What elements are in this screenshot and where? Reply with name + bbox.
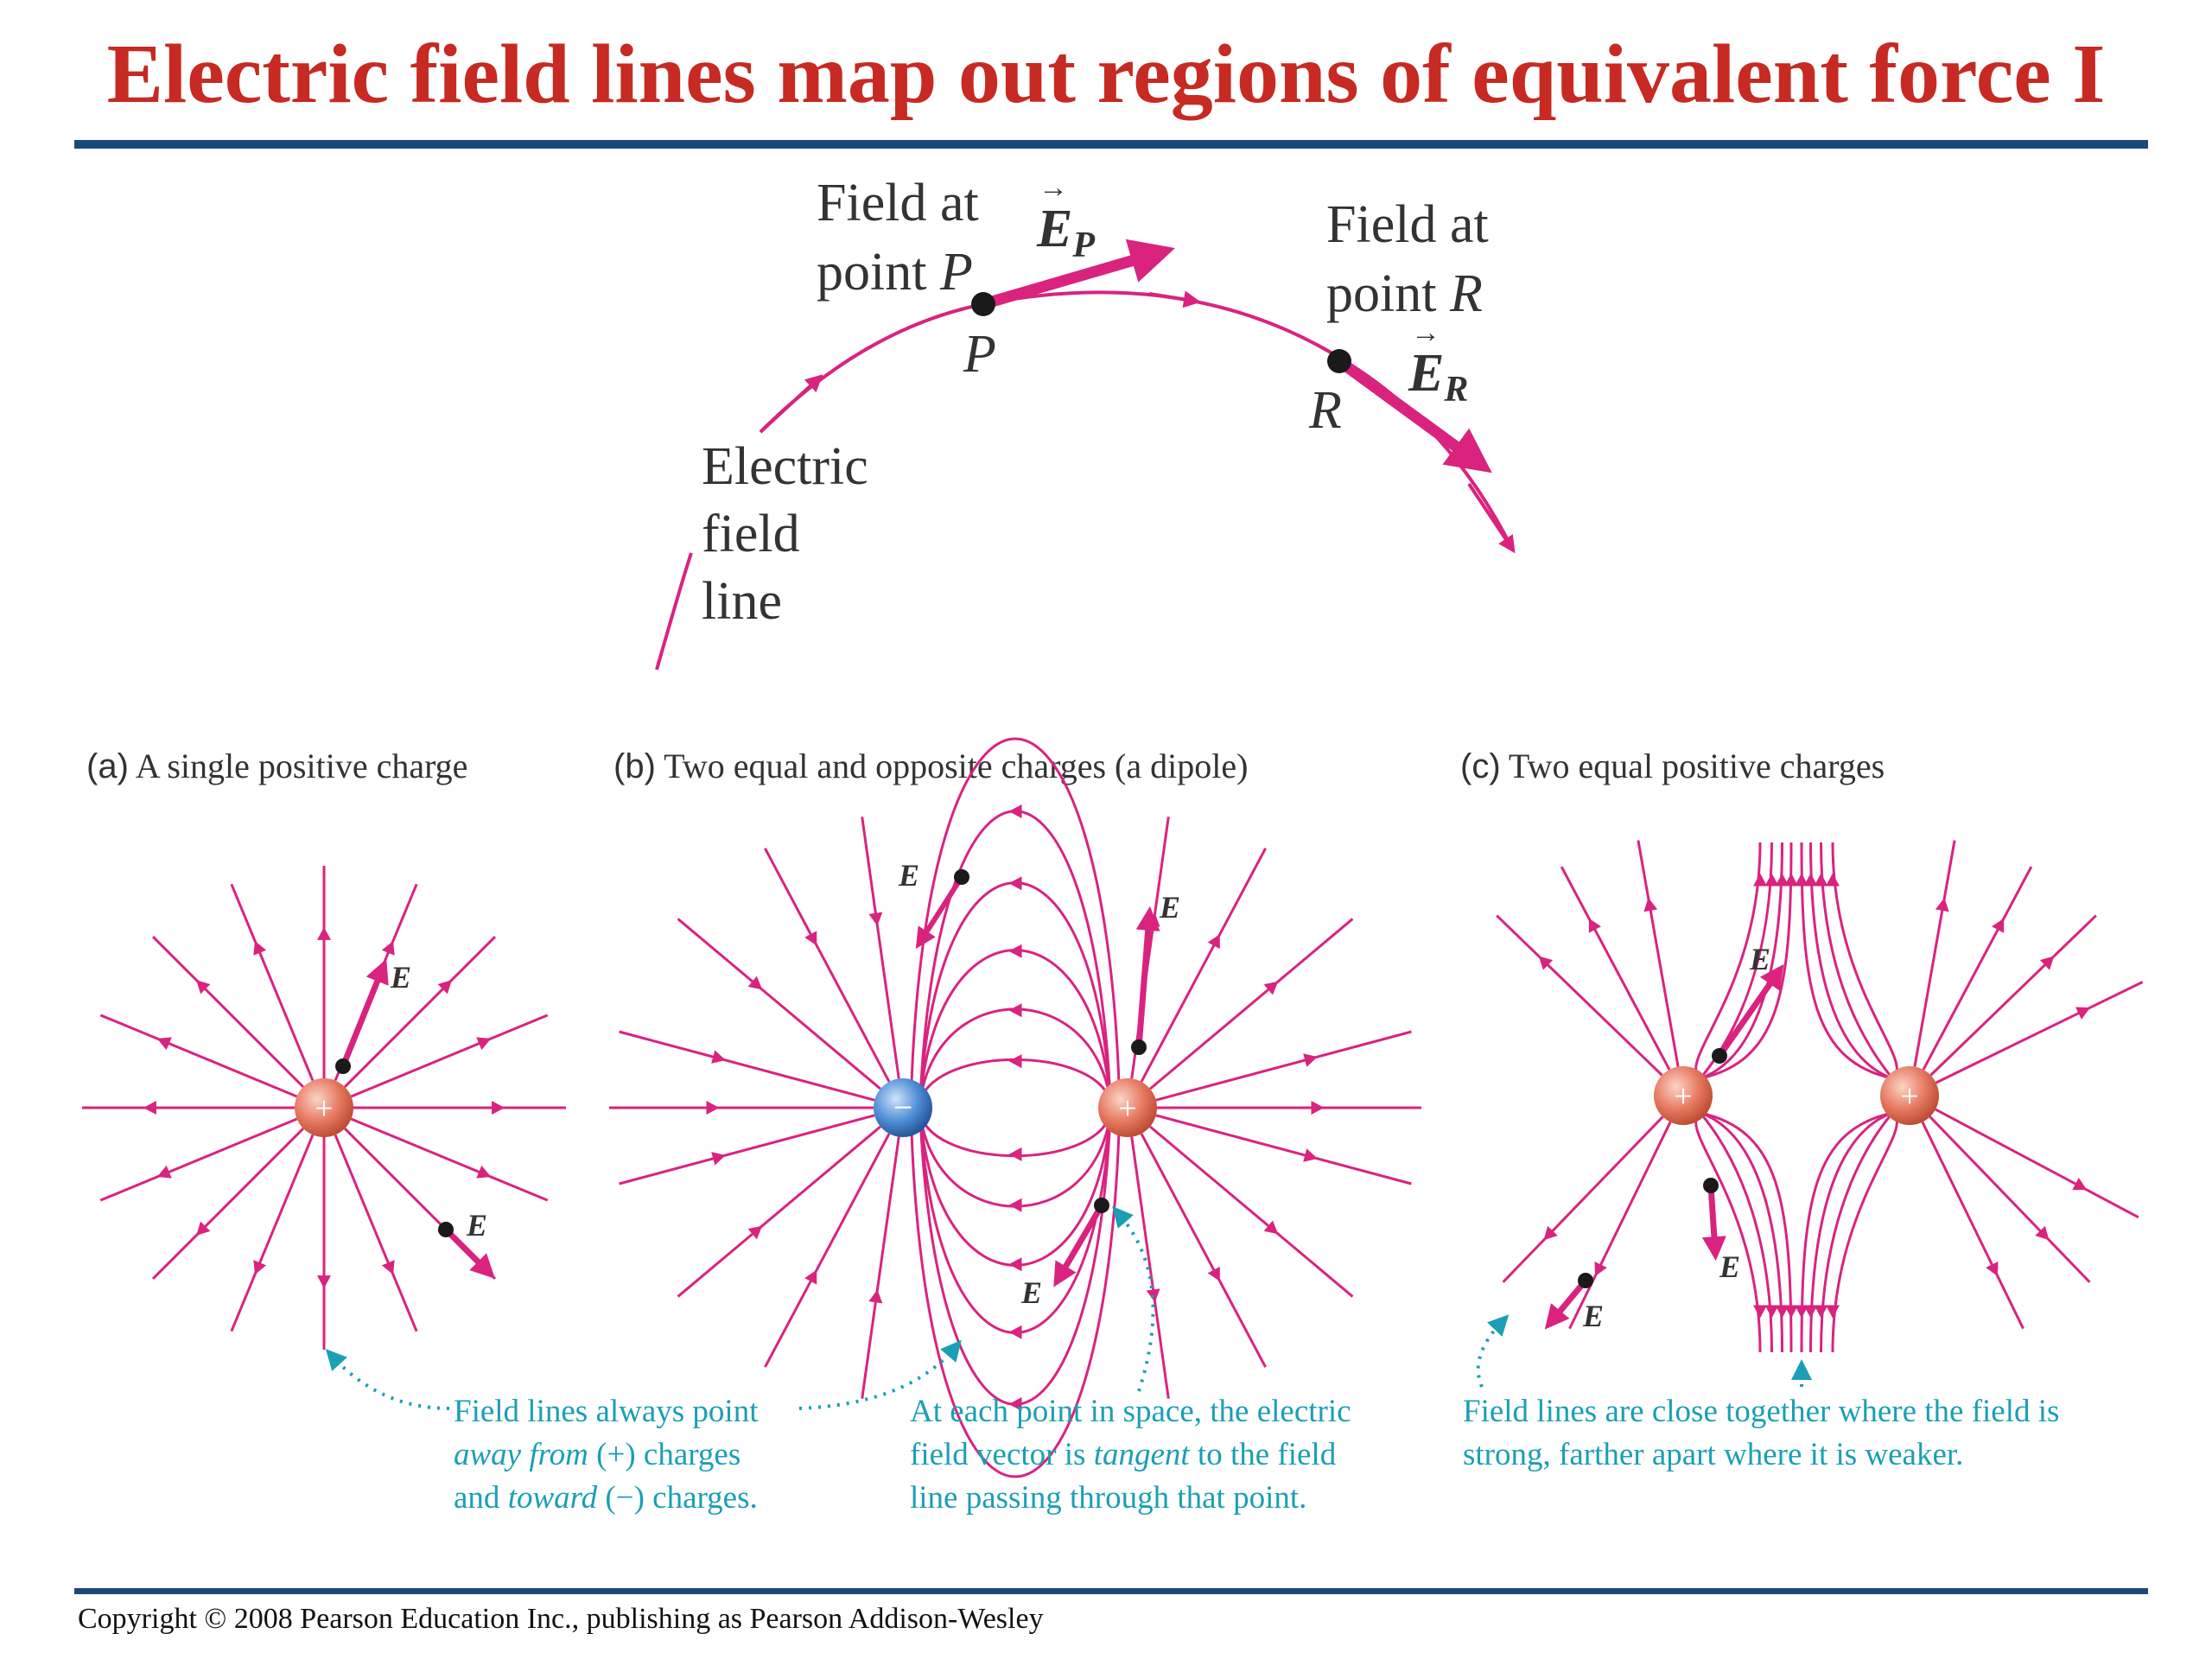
point-r-label: R (1309, 381, 1342, 440)
vector-e-label: E (1750, 942, 1771, 976)
panel-c-right-positive-charge (1880, 1066, 1939, 1125)
radial-field-line (100, 1119, 296, 1200)
field-line-arrowhead (1753, 874, 1767, 887)
radial-field-line (100, 1015, 296, 1096)
repelled-field-line (1700, 842, 1791, 1078)
footer-divider (74, 1588, 2148, 1594)
panel-a-caption: (a) A single positive charge (86, 747, 468, 785)
radial-field-line (153, 937, 303, 1087)
field-line-arrowhead (711, 1050, 726, 1063)
repelled-field-line (1833, 1113, 1897, 1352)
field-line-arrowhead (1826, 1306, 1840, 1319)
radial-field-line (351, 1015, 547, 1096)
field-line-arrowhead (868, 1289, 882, 1303)
dipole-loop-line (920, 1115, 1110, 1332)
field-line-into-negative (620, 1032, 875, 1100)
field-line-arrowhead (1009, 1003, 1022, 1017)
field-line-arrowhead (1009, 1325, 1022, 1339)
vector-arrow-accent: → (1039, 172, 1068, 204)
field-line-arrowhead (707, 1101, 720, 1115)
field-line-arrowhead (1469, 484, 1510, 546)
field-line-arrowhead (1765, 874, 1779, 887)
dipole-loop-line (920, 1059, 1110, 1101)
field-line-arrowhead (1815, 874, 1828, 887)
field-line-arrowhead (1936, 898, 1949, 912)
point-p-label: P (963, 325, 996, 384)
svg-text:−: − (893, 1088, 913, 1127)
dipole-loop-line (920, 1115, 1110, 1156)
repelled-field-line (1802, 842, 1892, 1078)
copyright-text: Copyright © 2008 Pearson Education Inc., publishing as Pearson Addison-Wesley (78, 1603, 1044, 1635)
field-line-label-line3: line (702, 572, 782, 631)
annotation-tangent-line2: field vector is tangent to the field (910, 1437, 1337, 1472)
outward-field-line (1561, 867, 1669, 1070)
vector-e-label: E (1583, 1299, 1605, 1333)
annotation-density-line2: strong, farther apart where it is weaker. (1463, 1437, 1964, 1472)
dipole-loop-line (920, 1115, 1110, 1404)
field-line-arrowhead (1753, 1306, 1767, 1319)
point-r-dot (1327, 349, 1351, 373)
outward-field-line (1923, 1122, 2024, 1329)
radial-field-line (351, 1119, 547, 1200)
e-r-vector-label: ER (1408, 344, 1469, 410)
top-field-line-figure (657, 172, 1512, 670)
field-line-arrowhead (1303, 1053, 1318, 1066)
annotation-away-toward-line3: and toward (−) charges. (454, 1480, 758, 1516)
svg-text:+: + (315, 1090, 334, 1127)
vector-e-label: E (1021, 1275, 1043, 1310)
vector-e-label: E (1719, 1249, 1741, 1284)
radial-field-line (232, 884, 313, 1080)
annotation-away-toward-line2: away from (+) charges (454, 1437, 741, 1472)
panel-c-left-positive-charge (1654, 1066, 1713, 1125)
field-line-arrowhead (1009, 804, 1022, 818)
annotation-leaders (333, 1214, 1802, 1408)
repelled-field-line (1802, 1113, 1892, 1352)
vector-e-p (983, 253, 1158, 304)
vector-e-label: E (899, 858, 920, 893)
field-line-arrowhead (711, 1152, 726, 1165)
dipole-loop-line (920, 883, 1110, 1101)
field-line-arrowhead (1009, 944, 1022, 958)
svg-text:+: + (1900, 1078, 1919, 1115)
field-at-p-label-line2: point P (817, 243, 973, 302)
outward-field-line (1923, 867, 2031, 1070)
repelled-field-line (1833, 842, 1897, 1078)
dipole-loop-line (920, 950, 1110, 1101)
point-p-dot (971, 292, 995, 316)
outward-field-line (1936, 1109, 2139, 1217)
vector-e-label: E (1160, 890, 1181, 925)
radial-field-line (153, 1128, 303, 1279)
field-line-out-of-positive (1156, 1116, 1412, 1184)
annotation-tangent-line3: line passing through that point. (910, 1480, 1307, 1516)
field-at-r-label-line1: Field at (1326, 195, 1489, 254)
outward-field-line (1930, 1116, 2090, 1281)
annotation-density-line1: Field lines are close together where the field is (1463, 1394, 2060, 1429)
field-line-out-of-positive (1150, 1127, 1352, 1297)
field-line-into-negative (678, 1127, 880, 1297)
field-line-label-line2: field (702, 505, 800, 563)
field-line-arrowhead (1009, 876, 1022, 890)
panel-a-vectors (335, 960, 488, 1272)
field-at-p-label-line1: Field at (817, 174, 979, 232)
panel-a-positive-charge (295, 1078, 353, 1137)
panel-b-positive-charge (1098, 1078, 1157, 1137)
panel-c-caption: (c) Two equal positive charges (1460, 747, 1885, 785)
repelled-field-line (1696, 1113, 1760, 1352)
vector-e-label: E (467, 1208, 488, 1243)
field-line-arrowhead (1149, 294, 1192, 301)
annotation-away-toward-line1: Field lines always point (454, 1394, 759, 1429)
field-line-out-of-positive (1150, 918, 1352, 1089)
field-line-arrowhead (1765, 1306, 1779, 1319)
field-line-label-line1: Electric (702, 437, 868, 496)
annotation-tangent-line1: At each point in space, the electric (910, 1394, 1351, 1429)
field-line-arrowhead (1009, 1054, 1022, 1068)
panel-b-negative-charge (874, 1078, 932, 1137)
field-at-r-label-line2: point R (1326, 264, 1483, 323)
field-line-arrowhead (1009, 1198, 1022, 1212)
outward-field-line (1497, 916, 1662, 1076)
panel-c-field-lines (1497, 841, 2142, 1352)
field-line-arrowhead (1826, 874, 1840, 887)
dipole-loop-line (920, 1009, 1110, 1101)
outward-field-line (1503, 1116, 1663, 1281)
svg-text:+: + (1118, 1090, 1137, 1127)
outward-field-line (1936, 982, 2143, 1083)
field-line-arrowhead (1009, 1257, 1022, 1271)
field-line-arrowhead (317, 1275, 331, 1288)
field-line-curve (657, 553, 691, 670)
field-line-into-negative (678, 918, 880, 1089)
e-p-vector-label: EP (1037, 200, 1096, 265)
field-line-arrowhead (317, 927, 331, 940)
outward-field-line (1930, 916, 2095, 1076)
slide-title: Electric field lines map out regions of equivalent force I (106, 28, 2106, 121)
panel-b-caption: (b) Two equal and opposite charges (a dipole) (613, 747, 1249, 785)
field-line-curve (760, 292, 1512, 549)
outward-field-line (1569, 1122, 1670, 1329)
repelled-field-line (1821, 1113, 1893, 1352)
radial-field-line (335, 1135, 416, 1331)
field-line-arrowhead (1312, 1101, 1325, 1115)
radial-field-line (232, 1135, 313, 1331)
field-line-arrowhead (760, 380, 817, 432)
dipole-loop-line (920, 811, 1110, 1101)
field-line-arrowhead (868, 912, 882, 926)
field-line-out-of-positive (1156, 1032, 1412, 1100)
outward-field-line (1915, 841, 1955, 1067)
field-line-arrowhead (1303, 1148, 1318, 1161)
vector-arrow-accent: → (1411, 317, 1440, 349)
svg-text:+: + (1674, 1078, 1693, 1115)
outward-field-line (1638, 841, 1678, 1067)
field-line-arrowhead (492, 1101, 505, 1115)
field-line-arrowhead (1815, 1306, 1828, 1319)
field-line-arrowhead (1009, 1147, 1022, 1161)
vector-e-label: E (391, 960, 412, 995)
field-line-into-negative (620, 1116, 875, 1184)
panel-b-field-lines (609, 739, 1421, 1477)
field-line-arrowhead (143, 1101, 156, 1115)
field-line-arrowhead (1643, 898, 1657, 912)
dipole-loop-line (920, 1115, 1110, 1206)
